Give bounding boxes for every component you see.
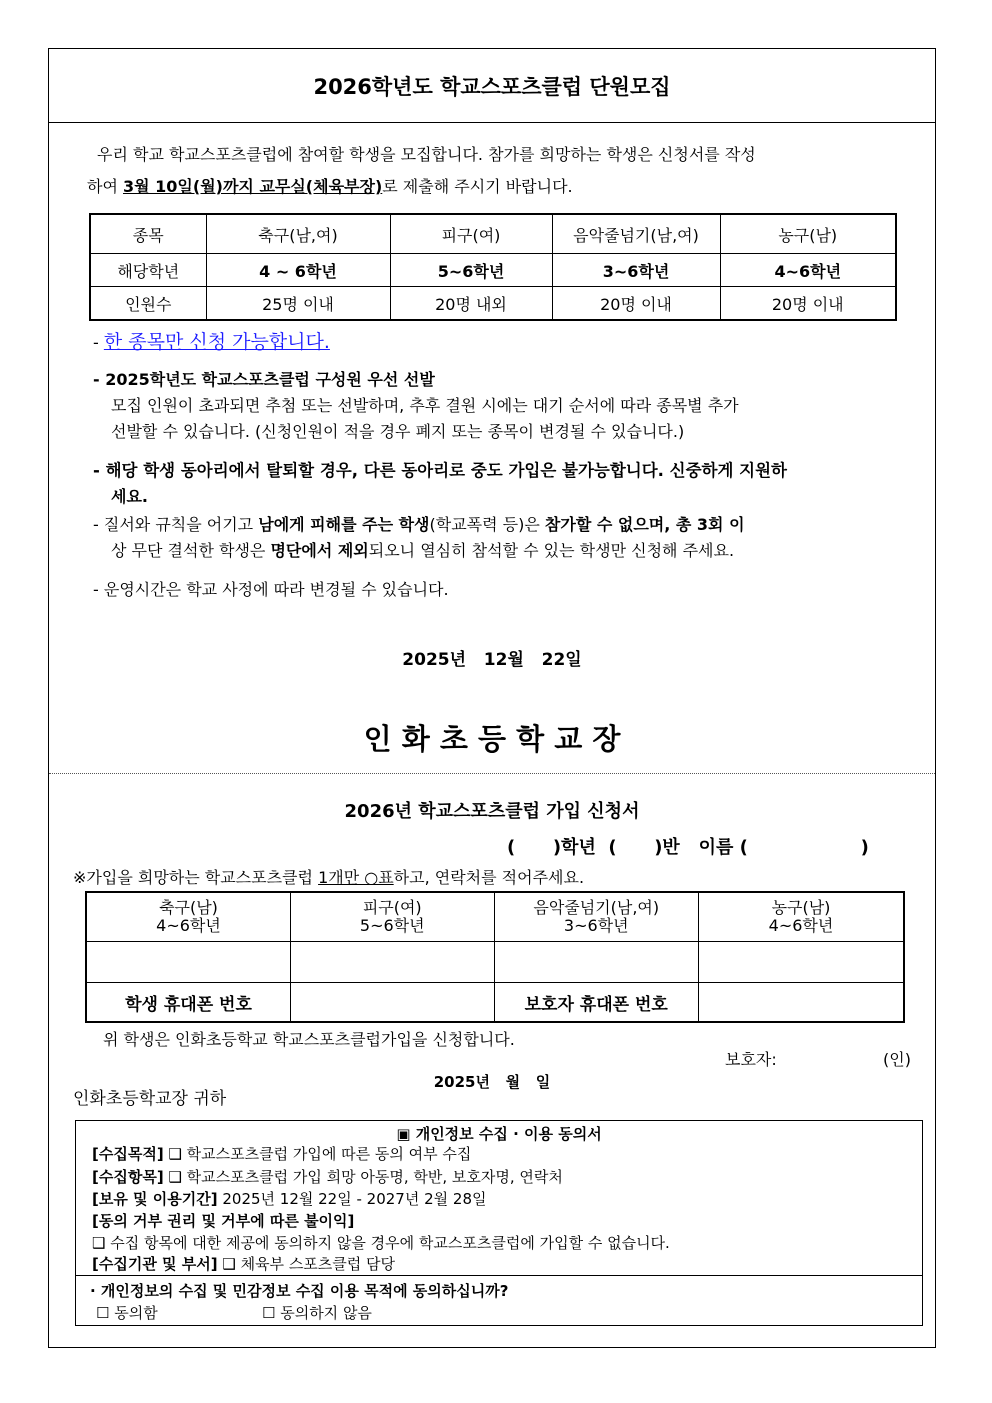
note-one-sport-text: 한 종목만 신청 가능합니다. — [103, 331, 330, 353]
sport-name: 농구(남) — [771, 898, 831, 917]
consent-text: ❑ 체육부 스포츠클럽 담당 — [217, 1255, 396, 1273]
page-title: 2026학년도 학교스포츠클럽 단원모집 — [49, 49, 935, 123]
consent-items — [92, 1166, 563, 1187]
note-text: 참가할 수 없으며, 총 3회 이 — [544, 515, 745, 534]
sport-grade: 4~6학년 — [156, 916, 221, 935]
consent-text: ❑ 학교스포츠클럽 가입에 따른 동의 여부 수집 — [163, 1145, 472, 1163]
header-cell: 종목 — [90, 214, 206, 254]
table-cell: 20명 이내 — [552, 287, 720, 321]
intro-line-2 — [87, 171, 907, 203]
sport-header-cell — [86, 892, 291, 942]
note-conduct-line-1 — [93, 512, 745, 535]
sport-grade: 3~6학년 — [563, 916, 629, 935]
parent-phone-label: 보호자 휴대폰 번호 — [494, 983, 698, 1023]
note-text: 남에게 피해를 주는 학생 — [258, 515, 430, 534]
disagree-checkbox[interactable]: ☐ 동의하지 않음 — [262, 1304, 372, 1322]
principal-name: 인 화 초 등 학 교 장 — [363, 722, 621, 756]
choice-cell-dodgeball[interactable] — [291, 942, 495, 983]
parent-phone-field[interactable] — [698, 983, 904, 1023]
form-instruction — [73, 865, 584, 888]
sport-grade: 5~6학년 — [359, 916, 425, 935]
table-row — [90, 287, 896, 321]
row-label: 해당학년 — [90, 254, 206, 287]
instruction-text: ※가입을 희망하는 학교스포츠클럽 — [73, 868, 319, 887]
table-cell: 20명 이내 — [720, 287, 896, 321]
agree-checkbox[interactable]: ☐ 동의함 — [96, 1304, 158, 1322]
note-withdraw-line-2: 세요. — [111, 487, 148, 506]
consent-text: ❑ 학교스포츠클럽 가입 희망 아동명, 학반, 보호자명, 연락처 — [163, 1168, 563, 1186]
application-statement: 위 학생은 인화초등학교 학교스포츠클럽가입을 신청합니다. — [103, 1030, 515, 1049]
choice-cell-basketball[interactable] — [698, 942, 904, 983]
sport-name: 축구(남) — [159, 898, 218, 917]
consent-purpose — [92, 1143, 471, 1164]
student-phone-field[interactable] — [291, 983, 495, 1023]
note-dash: - — [93, 333, 104, 352]
header-cell: 축구(남,여) — [206, 214, 390, 254]
consent-text: 2025년 12월 22일 - 2027년 2월 28일 — [217, 1190, 487, 1208]
application-table — [85, 891, 905, 1023]
consent-period — [92, 1188, 486, 1209]
consent-label: [수집기관 및 부서] — [92, 1255, 218, 1273]
sport-name: 음악줄넘기(남,여) — [533, 898, 660, 917]
row-label: 인원수 — [90, 287, 206, 321]
note-text: 되오니 열심히 참석할 수 있는 학생만 신청해 주세요. — [368, 541, 735, 560]
instruction-text: 하고, 연락처를 적어주세요. — [393, 868, 585, 887]
form-title: 2026년 학교스포츠클럽 가입 신청서 — [344, 801, 640, 822]
note-priority-line-1: 모집 인원이 초과되면 추첨 또는 선발하며, 추후 결원 시에는 대기 순서에 따라 종목별 추가 — [111, 396, 739, 415]
sport-name: 피구(여) — [362, 898, 422, 917]
note-schedule: - 운영시간은 학교 사정에 따라 변경될 수 있습니다. — [93, 580, 449, 599]
consent-label: [수집목적] — [92, 1145, 164, 1163]
recruit-table — [89, 213, 897, 321]
sport-header-cell — [291, 892, 495, 942]
student-phone-label: 학생 휴대폰 번호 — [86, 983, 291, 1023]
sport-header-cell — [698, 892, 904, 942]
consent-divider — [76, 1275, 922, 1276]
table-cell: 4~6학년 — [720, 254, 896, 287]
sport-header-cell — [494, 892, 698, 942]
deadline-text: 3월 10일(월)까지 교무실(체육부장) — [123, 177, 383, 196]
note-priority-head: - 2025학년도 학교스포츠클럽 구성원 우선 선발 — [93, 370, 435, 389]
header-cell: 농구(남) — [720, 214, 896, 254]
note-conduct-line-2 — [111, 538, 734, 561]
note-priority-line-2: 선발할 수 있습니다. (신청인원이 적을 경우 폐지 또는 종목이 변경될 수 있습니다.) — [111, 422, 685, 441]
note-text: 상 무단 결석한 학생은 — [111, 541, 271, 560]
sport-header-row — [86, 892, 904, 942]
table-row — [90, 254, 896, 287]
document-frame — [48, 48, 936, 1348]
table-cell: 3~6학년 — [552, 254, 720, 287]
intro-line-1: 우리 학교 학교스포츠클럽에 참여할 학생을 모집합니다. 참가를 희망하는 학생은 신청서를 작성 — [97, 145, 756, 164]
consent-org — [92, 1253, 395, 1274]
header-cell: 음악줄넘기(남,여) — [552, 214, 720, 254]
phone-row — [86, 983, 904, 1023]
table-cell: 20명 내외 — [390, 287, 552, 321]
notice-date: 2025년 12월 22일 — [402, 650, 582, 670]
consent-label: [수집항목] — [92, 1168, 164, 1186]
note-withdraw-line-1: - 해당 학생 동아리에서 탈퇴할 경우, 다른 동아리로 중도 가입은 불가능합니다. 신중하게 지원하 — [93, 461, 787, 480]
sport-choice-row — [86, 942, 904, 983]
note-text: - 질서와 규칙을 어기고 — [93, 515, 259, 534]
sport-grade: 4~6학년 — [768, 916, 834, 935]
note-text: (학교폭력 등)은 — [429, 515, 545, 534]
consent-label: [보유 및 이용기간] — [92, 1190, 218, 1208]
seal-mark: (인) — [883, 1050, 911, 1069]
consent-title: ▣ 개인정보 수집 · 이용 동의서 — [396, 1125, 602, 1143]
privacy-consent-box — [75, 1120, 923, 1326]
choice-cell-jumprope[interactable] — [494, 942, 698, 983]
consent-refusal-label: [동의 거부 권리 및 거부에 따른 불이익] — [92, 1212, 355, 1230]
addressee: 인화초등학교장 귀하 — [73, 1089, 227, 1109]
table-cell: 4 ~ 6학년 — [206, 254, 390, 287]
header-cell: 피구(여) — [390, 214, 552, 254]
table-cell: 25명 이내 — [206, 287, 390, 321]
consent-refusal: ❑ 수집 항목에 대한 제공에 동의하지 않을 경우에 학교스포츠클럽에 가입할 수 없습니다. — [92, 1234, 670, 1252]
student-info-line: ( )학년 ( )반 이름 ( ) — [507, 837, 869, 858]
intro-line-2-post: 로 제출해 주시기 바랍니다. — [382, 177, 573, 196]
note-one-sport — [93, 327, 330, 354]
form-date: 2025년 월 일 — [433, 1073, 551, 1091]
table-cell: 5~6학년 — [390, 254, 552, 287]
guardian-label: 보호자: — [725, 1050, 777, 1069]
instruction-underlined: 1개만 ○표 — [318, 868, 394, 887]
consent-question: · 개인정보의 수집 및 민감정보 수집 이용 목적에 동의하십니까? — [90, 1282, 509, 1300]
note-text: 명단에서 제외 — [270, 541, 369, 560]
intro-line-2-pre: 하여 — [87, 177, 123, 196]
choice-cell-soccer[interactable] — [86, 942, 291, 983]
recruit-table-header — [90, 214, 896, 254]
cut-line — [49, 773, 935, 774]
